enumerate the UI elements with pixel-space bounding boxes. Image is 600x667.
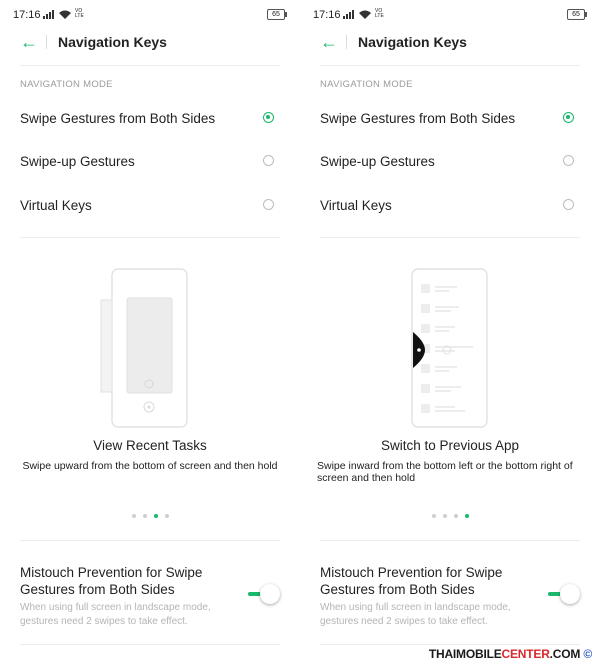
mistouch-setting-title: Mistouch Prevention for Swipe Gestures from Both Sides [320, 565, 503, 597]
option-virtual-keys[interactable] [320, 193, 580, 221]
mistouch-toggle[interactable] [548, 584, 580, 604]
header-divider [320, 65, 580, 66]
phone-screen-right [300, 0, 600, 667]
volte-label: VO LTE [375, 8, 384, 19]
status-time: 17:16 [13, 9, 41, 21]
previous-app-illustration [400, 268, 510, 430]
signal-icon [343, 10, 355, 19]
toggle-thumb[interactable] [560, 584, 580, 604]
option-virtual-keys[interactable] [20, 193, 280, 221]
option-label: Swipe-up Gestures [320, 154, 435, 169]
back-arrow-icon[interactable]: ← [320, 32, 338, 52]
page-dot [432, 514, 436, 518]
header-divider [20, 65, 280, 66]
wifi-icon [359, 10, 371, 19]
option-swipe-both-sides[interactable] [320, 106, 580, 134]
section-divider [320, 540, 580, 541]
section-divider [320, 237, 580, 238]
wifi-icon [59, 10, 71, 19]
page-dot [454, 514, 458, 518]
watermark-accent: CENTER [501, 647, 550, 661]
mistouch-toggle[interactable] [248, 584, 280, 604]
title-divider [46, 35, 47, 49]
page-title: Navigation Keys [358, 34, 467, 50]
section-divider [20, 237, 280, 238]
page-dot-active [154, 514, 158, 518]
radio-icon[interactable] [263, 155, 274, 166]
section-divider [20, 540, 280, 541]
bottom-divider [20, 644, 280, 645]
option-swipe-both-sides[interactable] [20, 106, 280, 134]
page-dot-active [465, 514, 469, 518]
battery-icon: 65 [567, 9, 585, 20]
page-title: Navigation Keys [58, 34, 167, 50]
option-label: Virtual Keys [320, 198, 392, 213]
page-dot [165, 514, 169, 518]
site-watermark [429, 647, 592, 661]
mistouch-setting-description: When using full screen in landscape mode, gestures need 2 swipes to take effect. [20, 602, 211, 627]
signal-icon [43, 10, 55, 19]
watermark-prefix: THAIMOBILE [428, 647, 502, 661]
status-bar [313, 9, 587, 23]
battery-icon: 65 [267, 9, 285, 20]
title-bar [0, 30, 300, 56]
section-label: NAVIGATION MODE [20, 79, 113, 90]
illustration-description: Swipe inward from the bottom left or the bottom right of screen and then hold [317, 460, 573, 484]
radio-icon[interactable] [263, 199, 274, 210]
option-swipe-up[interactable] [20, 149, 280, 177]
status-time: 17:16 [313, 9, 341, 21]
radio-icon[interactable] [563, 155, 574, 166]
title-bar [300, 30, 600, 56]
page-dot [443, 514, 447, 518]
recent-tasks-illustration [100, 268, 210, 430]
illustration-title: Switch to Previous App [380, 438, 520, 453]
option-label: Virtual Keys [20, 198, 92, 213]
back-arrow-icon[interactable]: ← [20, 32, 38, 52]
mistouch-setting-description: When using full screen in landscape mode, gestures need 2 swipes to take effect. [320, 602, 511, 627]
page-dot [132, 514, 136, 518]
page-indicator [0, 514, 300, 518]
title-divider [346, 35, 347, 49]
illustration-description: Swipe upward from the bottom of screen and then hold [22, 460, 278, 472]
bottom-divider [320, 644, 580, 645]
mistouch-setting-title: Mistouch Prevention for Swipe Gestures from Both Sides [20, 565, 203, 597]
copyright-icon: © [583, 647, 592, 661]
status-bar [13, 9, 287, 23]
illustration-title: View Recent Tasks [93, 438, 207, 453]
option-swipe-up[interactable] [320, 149, 580, 177]
page-indicator [300, 514, 600, 518]
page-dot [143, 514, 147, 518]
radio-selected-icon[interactable] [263, 112, 274, 123]
watermark-suffix: .COM [549, 647, 581, 661]
toggle-thumb[interactable] [260, 584, 280, 604]
option-label: Swipe Gestures from Both Sides [320, 111, 516, 126]
option-label: Swipe-up Gestures [20, 154, 135, 169]
option-label: Swipe Gestures from Both Sides [20, 111, 216, 126]
section-label: NAVIGATION MODE [320, 79, 413, 90]
radio-selected-icon[interactable] [563, 112, 574, 123]
radio-icon[interactable] [563, 199, 574, 210]
volte-label: VO LTE [75, 8, 84, 19]
